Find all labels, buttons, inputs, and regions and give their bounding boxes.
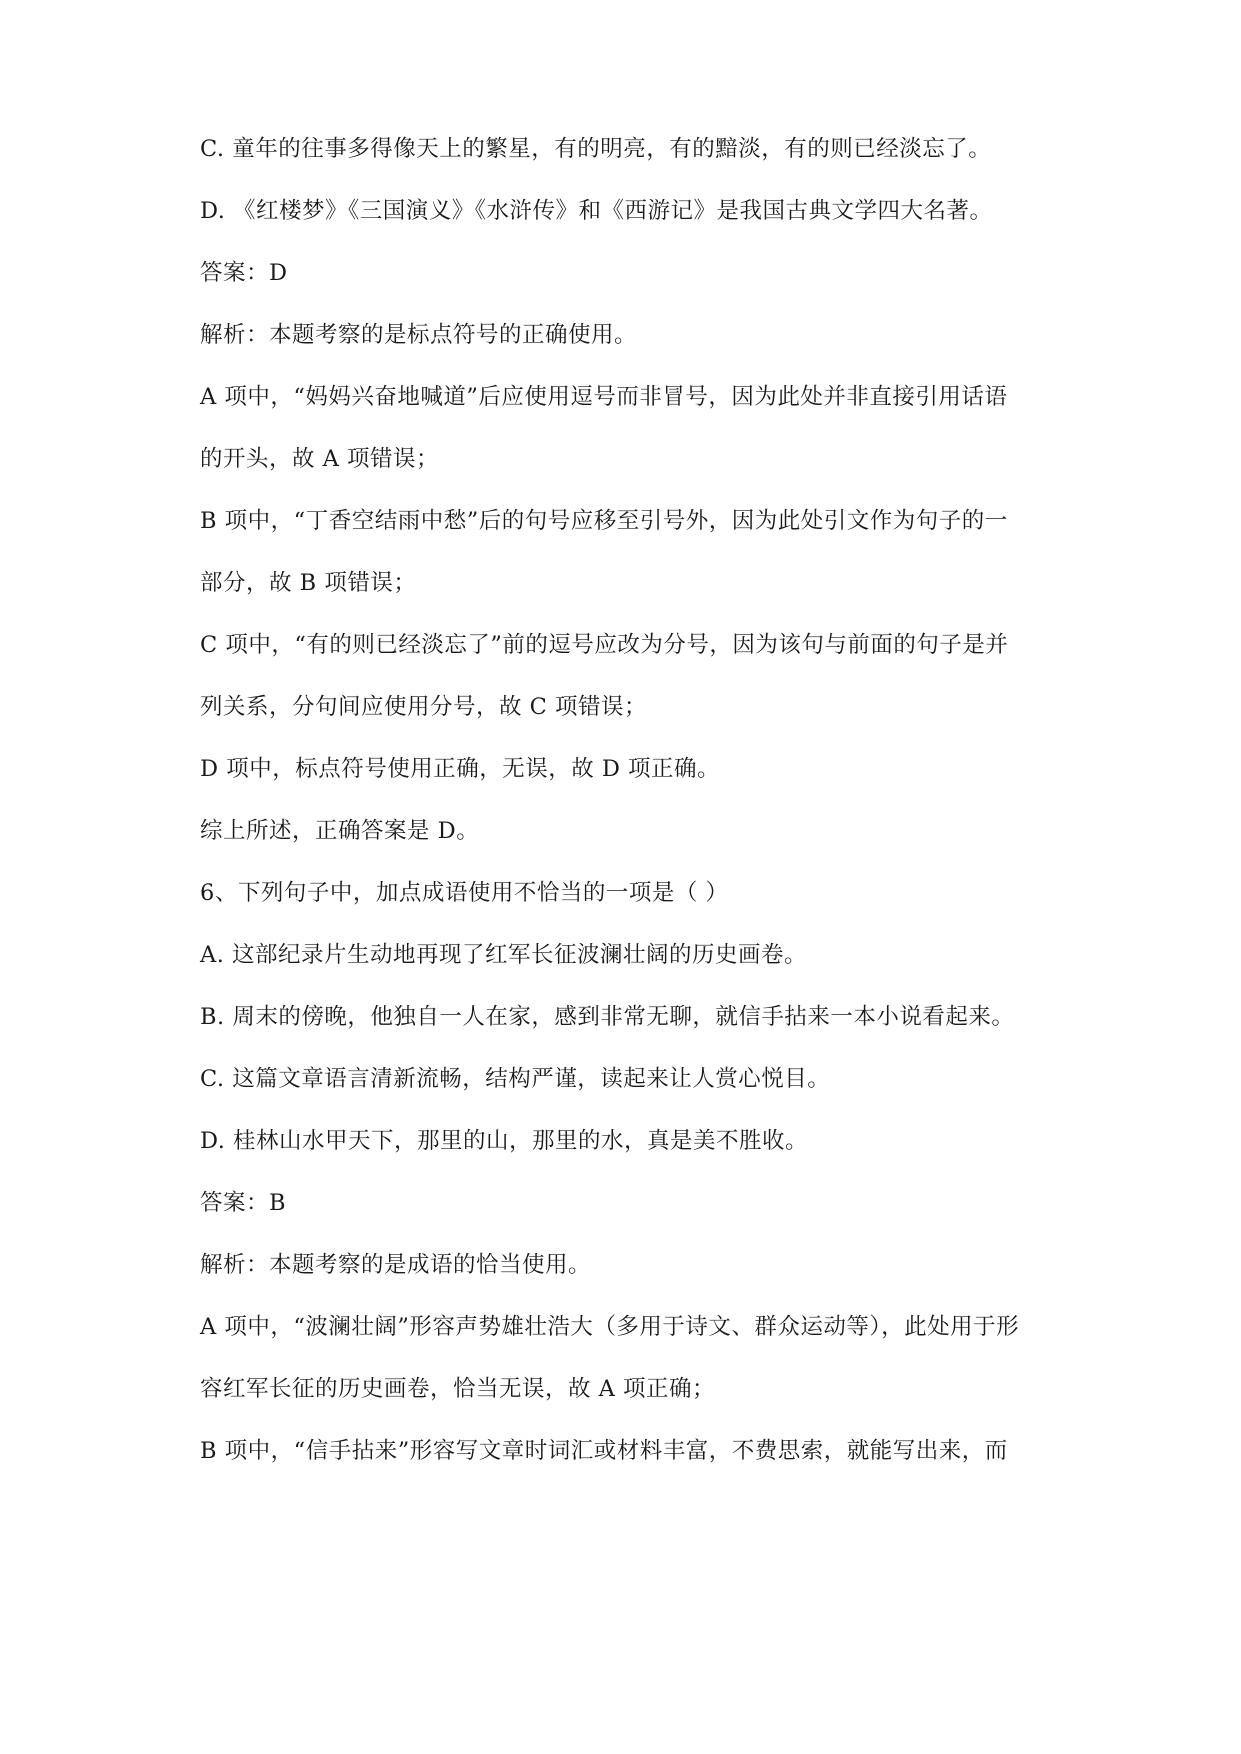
analysis-a-q5-line2: 的开头，故 A 项错误； [200,446,440,472]
analysis-a-q6-line1: A 项中，“波澜壮阔”形容声势雄壮浩大（多用于诗文、群众运动等），此处用于形 [200,1314,1020,1340]
analysis-b-q6-line1: B 项中，“信手拈来”形容写文章时词汇或材料丰富，不费思索，就能写出来，而 [200,1438,1008,1464]
analysis-title-q6: 解析：本题考察的是成语的恰当使用。 [200,1252,592,1278]
analysis-b-q5-line2: 部分，故 B 项错误； [200,570,417,596]
analysis-c-q5-line1: C 项中，“有的则已经淡忘了”前的逗号应改为分号，因为该句与前面的句子是并 [200,632,1009,658]
option-c-q5: C. 童年的往事多得像天上的繁星，有的明亮，有的黯淡，有的则已经淡忘了。 [200,136,992,162]
option-b-q6: B. 周末的傍晚，他独自一人在家，感到非常无聊，就信手拈来一本小说看起来。 [200,1004,1015,1030]
option-a-q6: A. 这部纪录片生动地再现了红军长征波澜壮阔的历史画卷。 [200,942,808,968]
summary-q5: 综上所述，正确答案是 D。 [200,818,480,844]
option-d-q6: D. 桂林山水甲天下，那里的山，那里的水，真是美不胜收。 [200,1128,809,1154]
analysis-d-q5: D 项中，标点符号使用正确，无误，故 D 项正确。 [200,756,721,782]
analysis-a-q5-line1: A 项中，“妈妈兴奋地喊道”后应使用逗号而非冒号，因为此处并非直接引用话语 [200,384,1008,410]
answer-q5: 答案：D [200,260,288,286]
analysis-title-q5: 解析：本题考察的是标点符号的正确使用。 [200,322,638,348]
question-6: 6、下列句子中，加点成语使用不恰当的一项是（ ） [200,880,729,906]
answer-q6: 答案：B [200,1190,287,1216]
analysis-a-q6-line2: 容红军长征的历史画卷，恰当无误，故 A 项正确； [200,1376,716,1402]
option-c-q6: C. 这篇文章语言清新流畅，结构严谨，读起来让人赏心悦目。 [200,1066,831,1092]
analysis-c-q5-line2: 列关系，分句间应使用分号，故 C 项错误； [200,694,648,720]
option-d-q5: D. 《红楼梦》《三国演义》《水浒传》和《西游记》是我国古典文学四大名著。 [200,198,993,224]
analysis-b-q5-line1: B 项中，“丁香空结雨中愁”后的句号应移至引号外，因为此处引文作为句子的一 [200,508,1008,534]
